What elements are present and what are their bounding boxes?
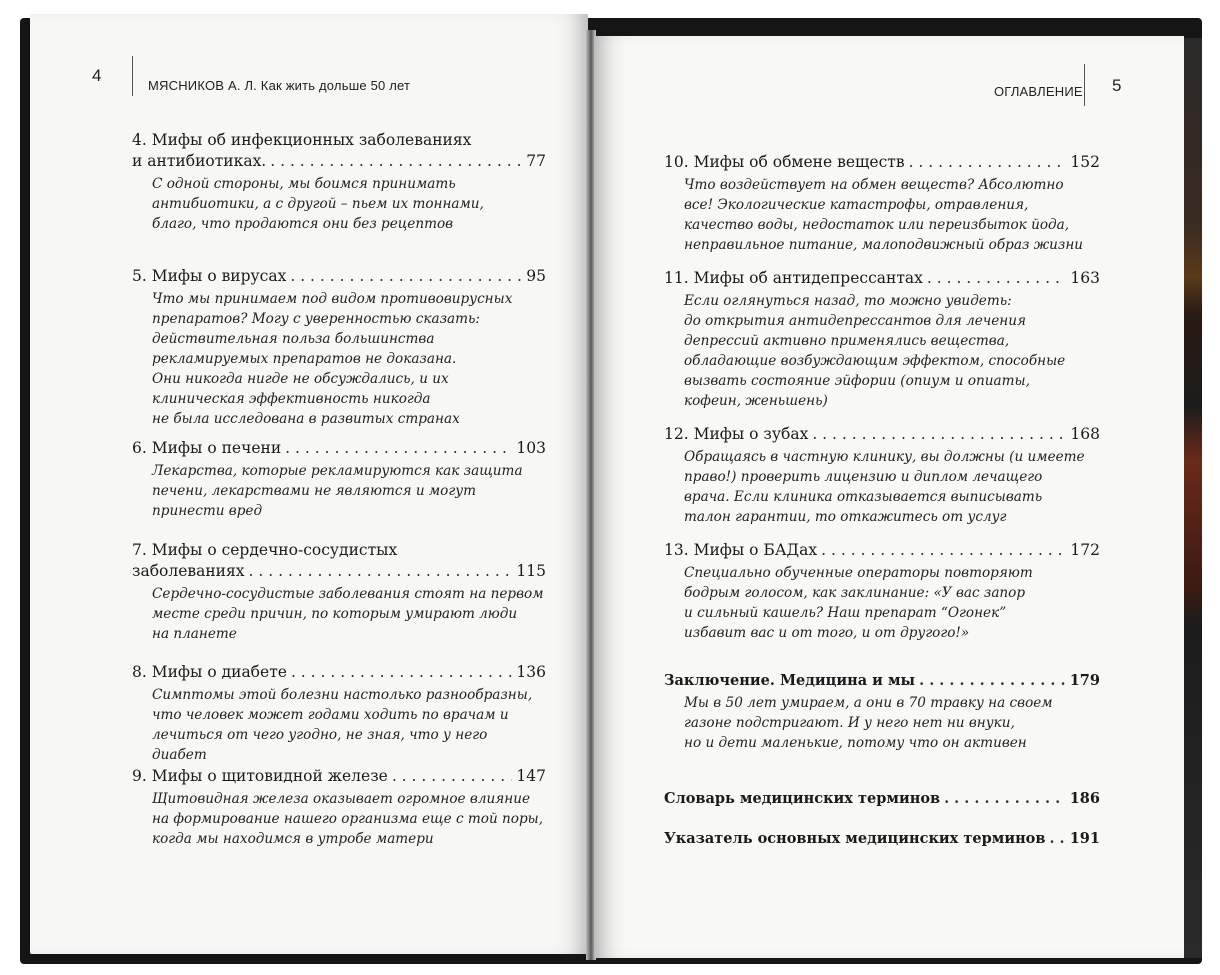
description-line: до открытия антидепрессантов для лечения — [684, 313, 1027, 329]
description-line: талон гарантии, то откажитесь от услуг — [684, 509, 1007, 525]
toc-entry-title: 5. Мифы о вирусах — [132, 267, 287, 285]
leader-dots — [291, 662, 512, 683]
leader-dots — [927, 268, 1067, 289]
description-line: не была исследована в развитых странах — [152, 411, 460, 427]
description-line: что человек может годами ходить по врачам и — [152, 707, 509, 723]
toc-entry[interactable] — [132, 540, 546, 644]
toc-entry[interactable] — [664, 540, 1100, 643]
header-divider — [1084, 64, 1085, 106]
description-line: лечиться от чего угодно, не зная, что у него диабет — [152, 727, 488, 763]
toc-entry-title: 8. Мифы о диабете — [132, 663, 287, 681]
description-line: бодрым голосом, как заклинание: «У вас запор — [684, 585, 1026, 601]
toc-entry[interactable] — [664, 268, 1100, 411]
running-header-author-title: МЯСНИКОВ А. Л. Как жить дольше 50 лет — [148, 78, 411, 93]
description-line: врача. Если клиника отказывается выписывать — [684, 489, 1043, 505]
header-divider — [132, 56, 133, 96]
toc-page-number: 186 — [1069, 790, 1100, 807]
toc-entry-title: и антибиотиках. — [132, 152, 267, 170]
toc-page-number: 115 — [516, 562, 546, 580]
description-line: право!) проверить лицензию и диплом лечащего — [684, 469, 1043, 485]
description-line: принести вред — [152, 503, 263, 519]
right-page-number: 5 — [1112, 76, 1122, 95]
toc-entry-index[interactable] — [664, 828, 1100, 849]
toc-entry-title: Словарь медицинских терминов — [664, 790, 941, 807]
description-line: благо, что продаются они без рецептов — [152, 216, 454, 232]
description-line: Что воздействует на обмен веществ? Абсолютно — [684, 177, 1064, 193]
toc-entry-description — [152, 685, 546, 765]
leader-dots — [1049, 828, 1065, 849]
toc-page-number: 103 — [516, 439, 546, 457]
toc-page-number: 168 — [1070, 425, 1100, 443]
toc-entry-description — [684, 693, 1100, 753]
description-line: С одной стороны, мы боимся принимать — [152, 176, 456, 192]
toc-entry-title: Заключение. Медицина и мы — [664, 672, 916, 689]
toc-entry-title: 13. Мифы о БАДах — [664, 541, 818, 559]
toc-page-number: 95 — [526, 267, 546, 285]
description-line: кофеин, женьшень) — [684, 393, 828, 409]
description-line: но и дети маленькие, потому что он активен — [684, 735, 1027, 751]
description-line: Щитовидная железа оказывает огромное влияние — [152, 791, 530, 807]
description-line: месте среди причин, по которым умирают люди — [152, 606, 518, 622]
left-page — [30, 14, 588, 954]
toc-page-number: 179 — [1069, 672, 1100, 689]
description-line: вызвать состояние эйфории (опиум и опиаты, — [684, 373, 1030, 389]
right-page — [594, 36, 1184, 958]
toc-page-number: 191 — [1069, 830, 1100, 847]
leader-dots — [821, 540, 1066, 561]
toc-entry-description — [684, 563, 1100, 643]
toc-entry-description — [152, 461, 546, 521]
toc-entry-title: 11. Мифы об антидепрессантах — [664, 269, 923, 287]
description-line: все! Экологические катастрофы, отравления, — [684, 197, 1029, 213]
running-header-contents: ОГЛАВЛЕНИЕ — [994, 84, 1083, 99]
toc-entry[interactable] — [664, 424, 1100, 527]
toc-entry-title: 10. Мифы об обмене веществ — [664, 153, 905, 171]
toc-entry-title: 9. Мифы о щитовидной железе — [132, 767, 388, 785]
description-line: действительная польза большинства — [152, 331, 435, 347]
toc-entry-title: 6. Мифы о печени — [132, 439, 282, 457]
toc-entry-title: заболеваниях — [132, 562, 245, 580]
toc-entry-title: Указатель основных медицинских терминов — [664, 830, 1046, 847]
toc-entry[interactable] — [132, 266, 546, 429]
leader-dots — [285, 438, 512, 459]
description-line: Если оглянуться назад, то можно увидеть: — [684, 293, 1012, 309]
description-line: избавит вас и от того, и от другого!» — [684, 625, 970, 641]
description-line: Лекарства, которые рекламируются как защита — [152, 463, 523, 479]
toc-entry[interactable] — [664, 152, 1100, 255]
leader-dots — [392, 766, 513, 787]
leader-dots — [919, 670, 1066, 691]
toc-entry-title-line1: 4. Мифы об инфекционных заболеваниях — [132, 131, 472, 149]
toc-entry-title: 12. Мифы о зубах — [664, 425, 809, 443]
leader-dots — [270, 151, 522, 172]
description-line: Мы в 50 лет умираем, а они в 70 травку на своем — [684, 695, 1053, 711]
description-line: Специально обученные операторы повторяют — [684, 565, 1033, 581]
toc-page-number: 136 — [516, 663, 546, 681]
toc-entry-description — [152, 289, 546, 429]
toc-entry-title-line1: 7. Мифы о сердечно-сосудистых — [132, 541, 398, 559]
description-line: Сердечно-сосудистые заболевания стоят на первом — [152, 586, 544, 602]
toc-entry[interactable] — [132, 662, 546, 765]
description-line: Что мы принимаем под видом противовирусных — [152, 291, 513, 307]
description-line: неправильное питание, малоподвижный образ жизни — [684, 237, 1084, 253]
left-page-number: 4 — [92, 66, 102, 85]
leader-dots — [290, 266, 522, 287]
toc-entry[interactable] — [132, 130, 546, 234]
description-line: антибиотики, а с другой – пьем их тоннами, — [152, 196, 484, 212]
description-line: Обращаясь в частную клинику, вы должны (и имеете — [684, 449, 1085, 465]
description-line: препаратов? Могу с уверенностью сказать: — [152, 311, 480, 327]
description-line: и сильный кашель? Наш препарат “Огонек” — [684, 605, 1007, 621]
description-line: Симптомы этой болезни настолько разнообразны, — [152, 687, 533, 703]
description-line: депрессий активно применялись вещества, — [684, 333, 1010, 349]
toc-entry-description — [152, 789, 546, 849]
toc-entry[interactable] — [132, 438, 546, 521]
toc-page-number: 172 — [1070, 541, 1100, 559]
toc-entry-description — [684, 175, 1100, 255]
leader-dots — [249, 561, 513, 582]
toc-entry-description — [684, 291, 1100, 411]
toc-entry-description — [684, 447, 1100, 527]
description-line: печени, лекарствами не являются и могут — [152, 483, 476, 499]
description-line: клиническая эффективность никогда — [152, 391, 431, 407]
toc-page-number: 152 — [1070, 153, 1100, 171]
description-line: на формирование нашего организма еще с той поры, — [152, 811, 544, 827]
description-line: рекламируемых препаратов не доказана. — [152, 351, 457, 367]
toc-entry-description — [152, 584, 546, 644]
description-line: когда мы находимся в утробе матери — [152, 831, 434, 847]
toc-entry-glossary[interactable] — [664, 788, 1100, 809]
toc-page-number: 163 — [1070, 269, 1100, 287]
leader-dots — [812, 424, 1066, 445]
leader-dots — [944, 788, 1066, 809]
description-line: Они никогда нигде не обсуждались, и их — [152, 371, 449, 387]
toc-entry-description — [152, 174, 546, 234]
description-line: качество воды, недостаток или переизбыток йода, — [684, 217, 1070, 233]
description-line: газоне подстригают. И у него нет ни внуки, — [684, 715, 1015, 731]
toc-entry[interactable] — [132, 766, 546, 849]
leader-dots — [909, 152, 1067, 173]
toc-entry-conclusion[interactable] — [664, 670, 1100, 753]
description-line: обладающие возбуждающим эффектом, способные — [684, 353, 1066, 369]
description-line: на планете — [152, 626, 237, 642]
toc-page-number: 147 — [516, 767, 546, 785]
toc-page-number: 77 — [526, 152, 546, 170]
